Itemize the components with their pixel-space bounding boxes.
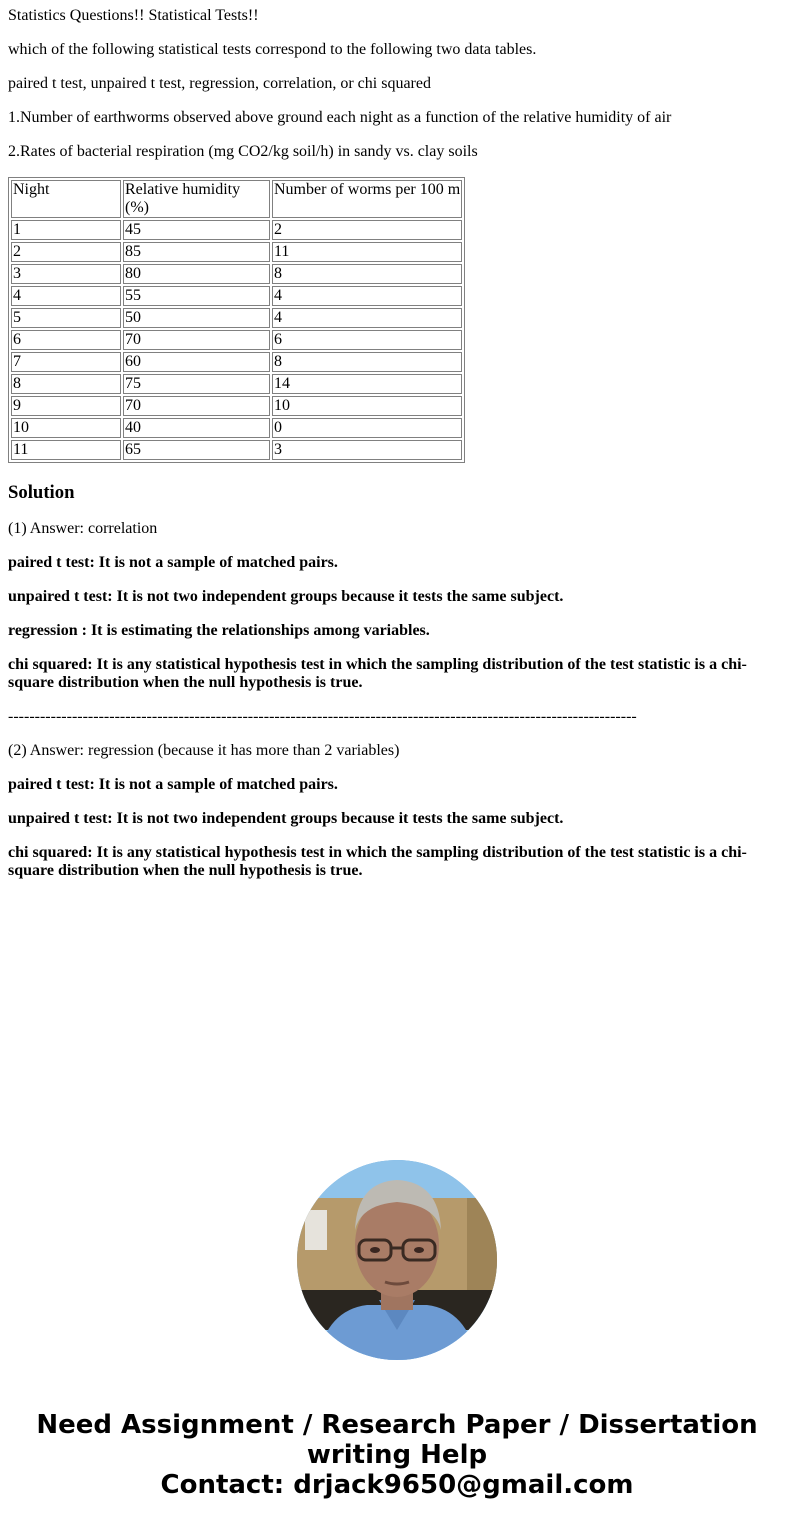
answer-2-note: chi squared: It is any statistical hypothesis test in which the sampling distribution of the test statistic is a chi-square distribution when the null hypothesis is true. [8,844,747,879]
promo-line-1: Need Assignment / Research Paper / Dissertation [36,1410,758,1440]
answer-1: (1) Answer: correlation [8,520,158,537]
table-row [11,440,462,460]
table-cell: 8 [272,264,462,284]
table-row [11,396,462,416]
answer-1-note: regression : It is estimating the relationships among variables. [8,622,430,639]
table-cell: 85 [123,242,270,262]
table-cell: 10 [11,418,121,438]
table-cell: 4 [272,286,462,306]
promo-line-2: writing Help [306,1440,488,1470]
separator-line: ---------------------------------------------------------------------------------------------------------------------- [8,708,637,725]
table-row [11,242,462,262]
table-cell: 40 [123,418,270,438]
table-cell: 11 [272,242,462,262]
document-body [0,7,794,880]
table-cell: 3 [272,440,462,460]
table-cell: 4 [11,286,121,306]
table-cell: 80 [123,264,270,284]
table-row [11,308,462,328]
question-options: paired t test, unpaired t test, regression, correlation, or chi squared [8,75,431,92]
table-cell: 2 [11,242,121,262]
question-title: Statistics Questions!! Statistical Tests!! [8,7,259,24]
table-cell: 7 [11,352,121,372]
promo-banner [0,1410,794,1500]
table-row [11,374,462,394]
table-row [11,352,462,372]
answer-1-note: paired t test: It is not a sample of matched pairs. [8,554,338,571]
table-cell: 8 [272,352,462,372]
table-cell: 55 [123,286,270,306]
table-cell: 50 [123,308,270,328]
table-header-cell: Relative humidity (%) [123,180,270,218]
table-row [11,220,462,240]
answer-1-note: chi squared: It is any statistical hypothesis test in which the sampling distribution of the test statistic is a chi-square distribution when the null hypothesis is true. [8,656,747,691]
table-cell: 2 [272,220,462,240]
table-row [11,330,462,350]
table-row [11,418,462,438]
question-item-1: 1.Number of earthworms observed above ground each night as a function of the relative humidity of air [8,109,672,126]
answer-2: (2) Answer: regression (because it has more than 2 variables) [8,742,400,759]
table-header-cell: Night [11,180,121,218]
table-cell: 70 [123,396,270,416]
table-cell: 11 [11,440,121,460]
answer-1-note: unpaired t test: It is not two independent groups because it tests the same subject. [8,588,564,605]
table-cell: 14 [272,374,462,394]
table-cell: 60 [123,352,270,372]
table-cell: 1 [11,220,121,240]
question-item-2: 2.Rates of bacterial respiration (mg CO2/kg soil/h) in sandy vs. clay soils [8,143,478,160]
table-cell: 8 [11,374,121,394]
tutor-avatar-photo [297,1160,497,1360]
person-portrait-icon [297,1160,497,1360]
table-cell: 70 [123,330,270,350]
table-cell: 10 [272,396,462,416]
table-cell: 5 [11,308,121,328]
solution-heading: Solution [8,482,75,503]
table-row [11,264,462,284]
question-prompt: which of the following statistical tests correspond to the following two data tables. [8,41,537,58]
table-cell: 9 [11,396,121,416]
table-cell: 65 [123,440,270,460]
promo-contact: Contact: drjack9650@gmail.com [160,1470,634,1500]
table-cell: 6 [11,330,121,350]
table-header-cell: Number of worms per 100 m [272,180,462,218]
table-cell: 3 [11,264,121,284]
answer-2-note: paired t test: It is not a sample of matched pairs. [8,776,338,793]
worms-humidity-table [8,177,465,463]
table-header-row [11,180,462,218]
answer-2-note: unpaired t test: It is not two independent groups because it tests the same subject. [8,810,564,827]
table-cell: 4 [272,308,462,328]
table-row [11,286,462,306]
table-cell: 45 [123,220,270,240]
table-cell: 0 [272,418,462,438]
table-cell: 6 [272,330,462,350]
table-cell: 75 [123,374,270,394]
